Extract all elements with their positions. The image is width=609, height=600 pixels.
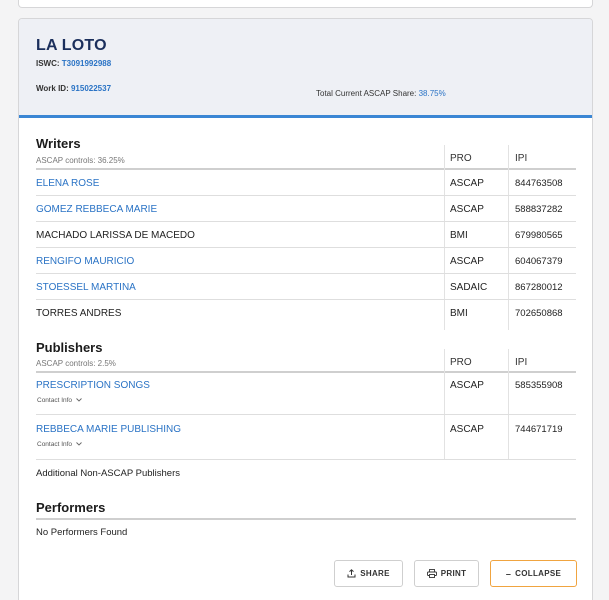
writers-col-divider-2 [508, 145, 509, 330]
row-divider [36, 414, 576, 415]
writer-name-link[interactable]: GOMEZ REBBECA MARIE [36, 204, 158, 215]
work-card [18, 18, 593, 600]
writer-name-link[interactable]: STOESSEL MARTINA [36, 282, 136, 293]
writer-ipi: 867280012 [515, 282, 563, 293]
publishers-pro-header: PRO [450, 357, 472, 368]
publishers-header-divider [36, 371, 576, 373]
performers-title: Performers [36, 500, 106, 515]
work-title: LA LOTO [36, 37, 107, 54]
contact-info-label: Contact Info [37, 397, 73, 404]
writer-pro: ASCAP [450, 178, 484, 189]
writer-ipi: 844763508 [515, 178, 563, 189]
publisher-pro: ASCAP [450, 380, 484, 391]
writer-ipi: 679980565 [515, 230, 563, 241]
publisher-name-link[interactable]: REBBECA MARIE PUBLISHING [36, 424, 182, 435]
contact-info-toggle[interactable] [37, 441, 82, 448]
publisher-name-link[interactable]: PRESCRIPTION SONGS [36, 380, 150, 391]
publisher-pro: ASCAP [450, 424, 484, 435]
writer-name: MACHADO LARISSA DE MACEDO [36, 230, 195, 241]
chevron-down-icon [76, 398, 82, 402]
total-share-line [316, 89, 446, 98]
print-button[interactable] [414, 560, 479, 587]
iswc-value: T3091992988 [61, 59, 112, 68]
writer-ipi: 604067379 [515, 256, 563, 267]
share-button-label: SHARE [360, 569, 390, 578]
performers-header-divider [36, 518, 576, 520]
share-button[interactable] [334, 560, 403, 587]
iswc-label: ISWC: [36, 59, 60, 68]
writer-pro: BMI [450, 230, 468, 241]
row-divider [36, 459, 576, 460]
writer-name: TORRES ANDRES [36, 308, 122, 319]
publishers-ipi-header: IPI [515, 357, 528, 368]
work-id-value: 915022537 [70, 84, 112, 93]
work-id-line [36, 84, 111, 93]
writer-pro: ASCAP [450, 256, 484, 267]
minus-icon: – [505, 568, 512, 579]
print-button-label: PRINT [440, 569, 467, 578]
total-share-label: Total Current ASCAP Share: [316, 89, 417, 98]
writers-title: Writers [36, 136, 81, 151]
chevron-down-icon [76, 442, 82, 446]
publishers-col-divider-1 [444, 349, 445, 459]
writer-pro: ASCAP [450, 204, 484, 215]
work-header [19, 19, 592, 118]
contact-info-toggle[interactable] [37, 397, 82, 404]
row-divider [36, 273, 576, 274]
writers-col-divider-1 [444, 145, 445, 330]
writers-ipi-header: IPI [515, 153, 528, 164]
printer-icon [427, 569, 437, 578]
row-divider [36, 195, 576, 196]
writer-pro: SADAIC [450, 282, 488, 293]
iswc-line [36, 59, 111, 68]
row-divider [36, 247, 576, 248]
writer-ipi: 588837282 [515, 204, 563, 215]
previous-result-card [18, 0, 593, 8]
writer-name-link[interactable]: RENGIFO MAURICIO [36, 256, 135, 267]
no-performers-text: No Performers Found [36, 527, 128, 538]
contact-info-label: Contact Info [37, 441, 73, 448]
publisher-ipi: 585355908 [515, 380, 563, 391]
writer-pro: BMI [450, 308, 468, 319]
writers-controls: ASCAP controls: 36.25% [36, 156, 125, 165]
row-divider [36, 221, 576, 222]
publishers-title: Publishers [36, 340, 103, 355]
publishers-col-divider-2 [508, 349, 509, 459]
collapse-button[interactable] [490, 560, 577, 587]
publisher-ipi: 744671719 [515, 424, 563, 435]
writers-pro-header: PRO [450, 153, 472, 164]
share-icon [347, 569, 356, 578]
writer-ipi: 702650868 [515, 308, 563, 319]
collapse-button-label: COLLAPSE [515, 569, 562, 578]
additional-publishers-note: Additional Non-ASCAP Publishers [36, 468, 180, 479]
writers-header-divider [36, 168, 576, 170]
writer-name-link[interactable]: ELENA ROSE [36, 178, 100, 189]
work-id-label: Work ID: [36, 84, 69, 93]
row-divider [36, 299, 576, 300]
total-share-value: 38.75% [418, 89, 446, 98]
publishers-controls: ASCAP controls: 2.5% [36, 359, 116, 368]
